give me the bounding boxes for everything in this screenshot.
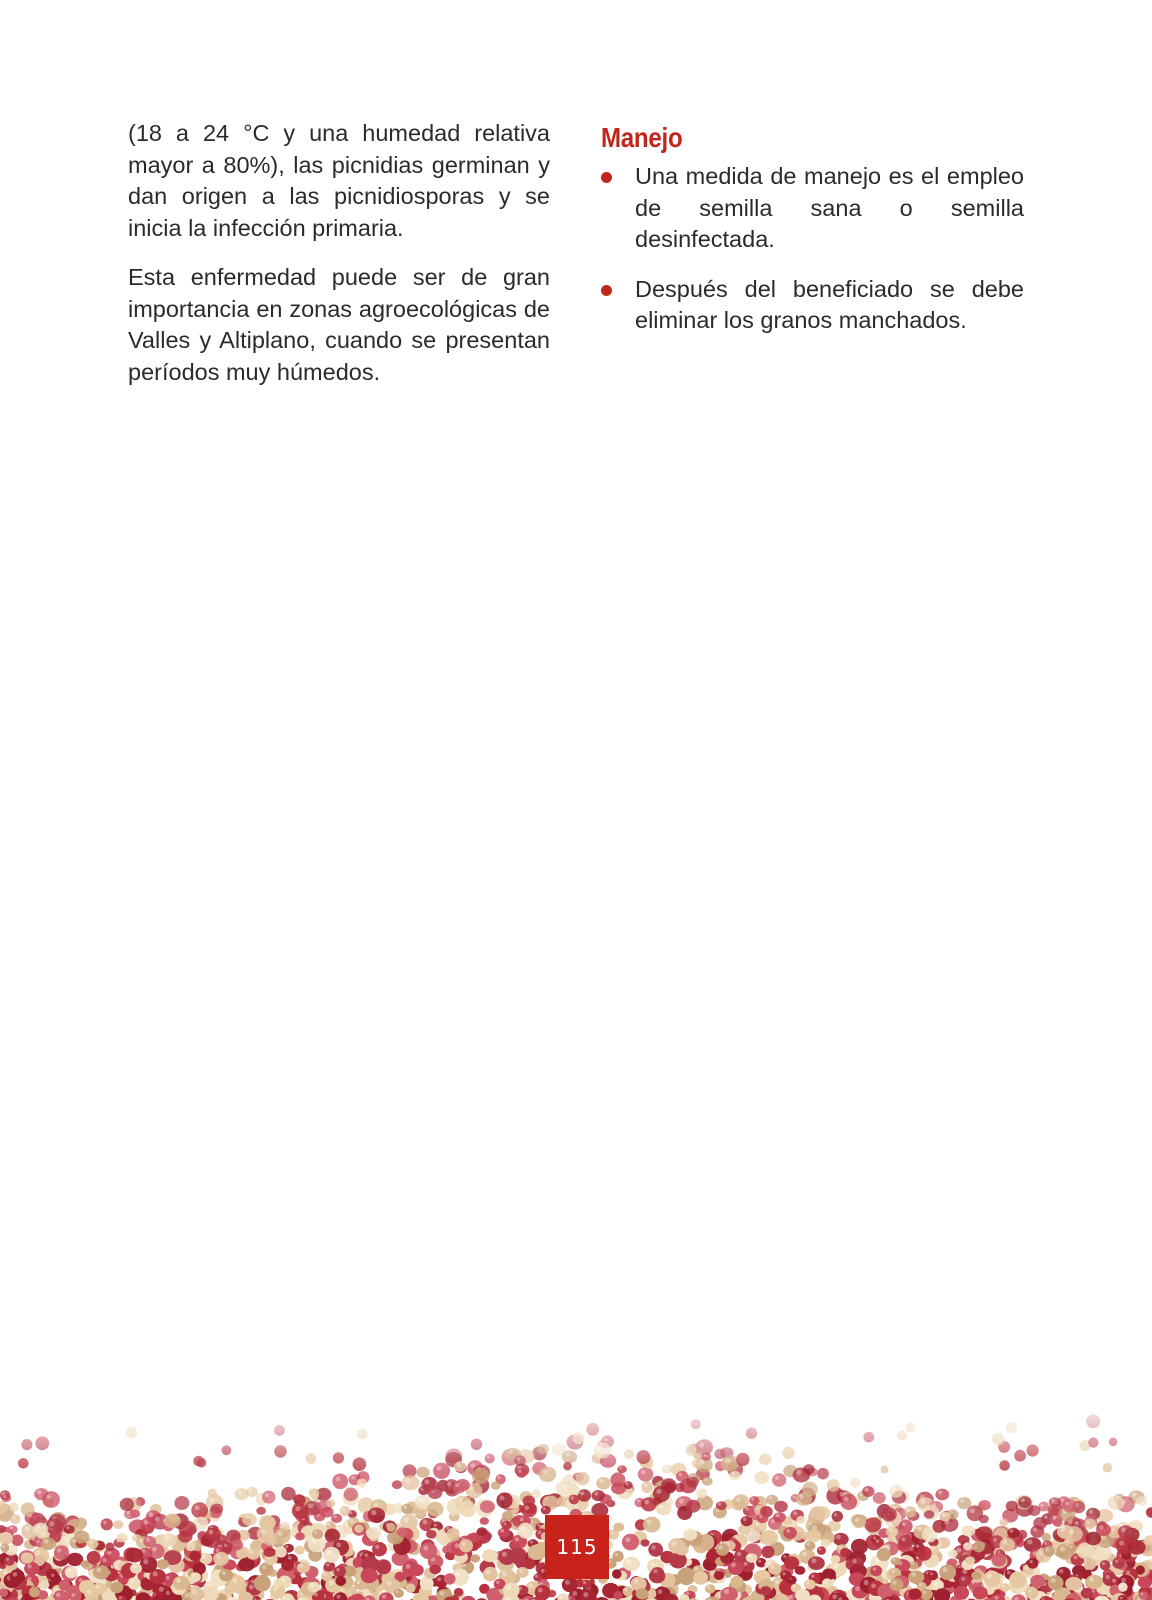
list-item [601,161,1024,256]
list-item-text: Una medida de manejo es el empleo de semilla sana o semilla desinfectada. [635,163,1024,252]
bullet-list [601,161,1024,337]
bullet-icon [601,285,612,296]
list-item [601,274,1024,337]
body-paragraph: Esta enfermedad puede ser de gran importancia en zonas agroecológicas de Valles y Altiplano, cuando se presentan períodos muy húmedos. [128,264,550,385]
bullet-icon [601,172,612,183]
body-paragraph: (18 a 24 °C y una humedad relativa mayor a 80%), las picnidias germinan y dan origen a las picnidiosporas y se inicia la infección primaria. [128,120,550,241]
list-item-text: Después del beneficiado se debe eliminar los granos manchados. [635,275,1024,333]
left-column [128,118,550,406]
right-column [601,118,1024,355]
page-number: 115 [545,1515,609,1579]
section-heading: Manejo [601,122,683,153]
